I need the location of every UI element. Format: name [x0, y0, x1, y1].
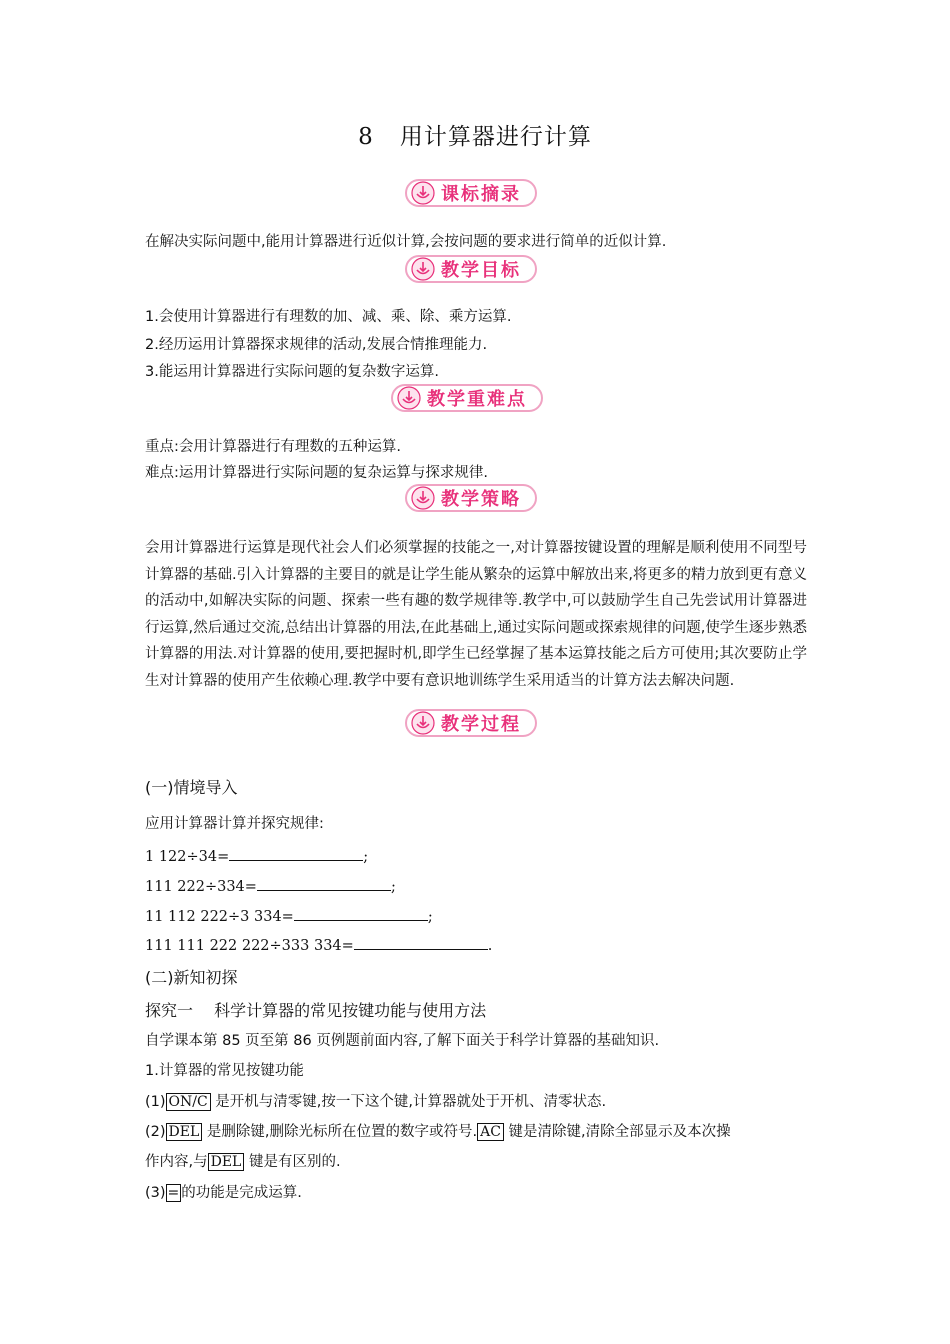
ac-key: AC — [477, 1123, 504, 1141]
exercise-line — [145, 845, 368, 867]
goals-icon — [411, 257, 435, 281]
goal-item: 3.能运用计算器进行实际问题的复杂数字运算. — [145, 364, 439, 380]
del-key: DEL — [208, 1153, 245, 1171]
exercise-expression: 111 222÷334= — [145, 879, 257, 895]
badge-label: 教学重难点 — [427, 389, 527, 410]
exercise-intro: 应用计算器计算并探究规律: — [145, 816, 324, 832]
key-item-2 — [145, 1122, 731, 1142]
keypoints-icon — [397, 386, 421, 410]
goal-item: 2.经历运用计算器探求规律的活动,发展合情推理能力. — [145, 337, 488, 353]
item-text: 作内容,与 — [145, 1154, 208, 1170]
item-text: 是删除键,删除光标所在位置的数字或符号. — [202, 1124, 478, 1140]
answer-blank[interactable] — [354, 934, 488, 950]
explore-heading: 探究一 科学计算器的常见按键功能与使用方法 — [145, 1001, 487, 1020]
strategy-icon — [411, 486, 435, 510]
self-study-text: 自学课本第 85 页至第 86 页例题前面内容,了解下面关于科学计算器的基础知识. — [145, 1033, 660, 1049]
exercise-end: ; — [427, 909, 433, 925]
key-item-3 — [145, 1183, 302, 1203]
answer-blank[interactable] — [294, 905, 428, 921]
difficult-point: 难点:运用计算器进行实际问题的复杂运算与探求规律. — [145, 465, 488, 481]
answer-blank[interactable] — [229, 845, 363, 861]
lesson-title: 用计算器进行计算 — [399, 124, 592, 150]
item-text: 键是有区别的. — [244, 1154, 341, 1170]
goal-item: 1.会使用计算器进行有理数的加、减、乘、除、乘方运算. — [145, 309, 512, 325]
exercise-line — [145, 905, 433, 927]
exercise-line — [145, 934, 492, 956]
item-text: 键是清除键,清除全部显示及本次操 — [503, 1124, 731, 1140]
del-key: DEL — [166, 1123, 203, 1141]
exercise-line — [145, 875, 396, 897]
item-prefix: (2) — [145, 1124, 166, 1140]
exercise-expression: 1 122÷34= — [145, 849, 230, 865]
standard-text: 在解决实际问题中,能用计算器进行近似计算,会按问题的要求进行简单的近似计算. — [145, 234, 667, 250]
important-point: 重点:会用计算器进行有理数的五种运算. — [145, 439, 401, 455]
badge-teaching-goals — [405, 255, 537, 283]
answer-blank[interactable] — [257, 875, 391, 891]
section-heading: (一)情境导入 — [145, 778, 238, 797]
badge-teaching-strategy — [405, 484, 537, 512]
badge-label: 教学策略 — [441, 489, 521, 510]
badge-teaching-process — [405, 709, 537, 737]
page-title — [0, 118, 950, 151]
item-text: 的功能是完成运算. — [181, 1185, 302, 1201]
lesson-number: 8 — [358, 124, 374, 150]
exercise-end: ; — [363, 849, 369, 865]
item-prefix: (3) — [145, 1185, 166, 1201]
function-title: 1.计算器的常见按键功能 — [145, 1063, 304, 1079]
badge-label: 教学过程 — [441, 714, 521, 735]
exercise-expression: 111 111 222 222÷333 334= — [145, 938, 354, 954]
process-icon — [411, 711, 435, 735]
key-item-2-continued — [145, 1152, 341, 1172]
item-text: 是开机与清零键,按一下这个键,计算器就处于开机、清零状态. — [210, 1094, 607, 1110]
exercise-end: . — [487, 938, 493, 954]
exercise-end: ; — [390, 879, 396, 895]
curriculum-icon — [411, 181, 435, 205]
badge-key-difficult-points — [391, 384, 543, 412]
key-item-1 — [145, 1092, 606, 1112]
section-heading: (二)新知初探 — [145, 968, 238, 987]
on-c-key: ON/C — [166, 1093, 211, 1111]
equals-key: = — [167, 1185, 180, 1201]
badge-label: 课标摘录 — [441, 184, 521, 205]
badge-curriculum-standard — [405, 179, 537, 207]
strategy-paragraph: 会用计算器进行运算是现代社会人们必须掌握的技能之一,对计算器按键设置的理解是顺利使用不同型号计算器的基础.引入计算器的主要目的就是让学生能从繁杂的运算中解放出来,将更多的精力放到更有意义的活动中,如解决实际的问题、探索一些有趣的数学规律等.教学中,可以鼓励学生自己先尝试用计算器进行运算,然后通过交流,总结出计算器的用法,在此基础上,通过实际问题或探索规律的问题,使学生逐步熟悉计算器的用法.对计算器的使用,要把握时机,即学生已经掌握了基本运算技能之后方可使用;其次要防止学生对计算器的使用产生依赖心理.教学中要有意识地训练学生采用适当的计算方法去解决问题. — [145, 540, 807, 689]
badge-label: 教学目标 — [441, 260, 521, 281]
exercise-expression: 11 112 222÷3 334= — [145, 909, 294, 925]
item-prefix: (1) — [145, 1094, 166, 1110]
